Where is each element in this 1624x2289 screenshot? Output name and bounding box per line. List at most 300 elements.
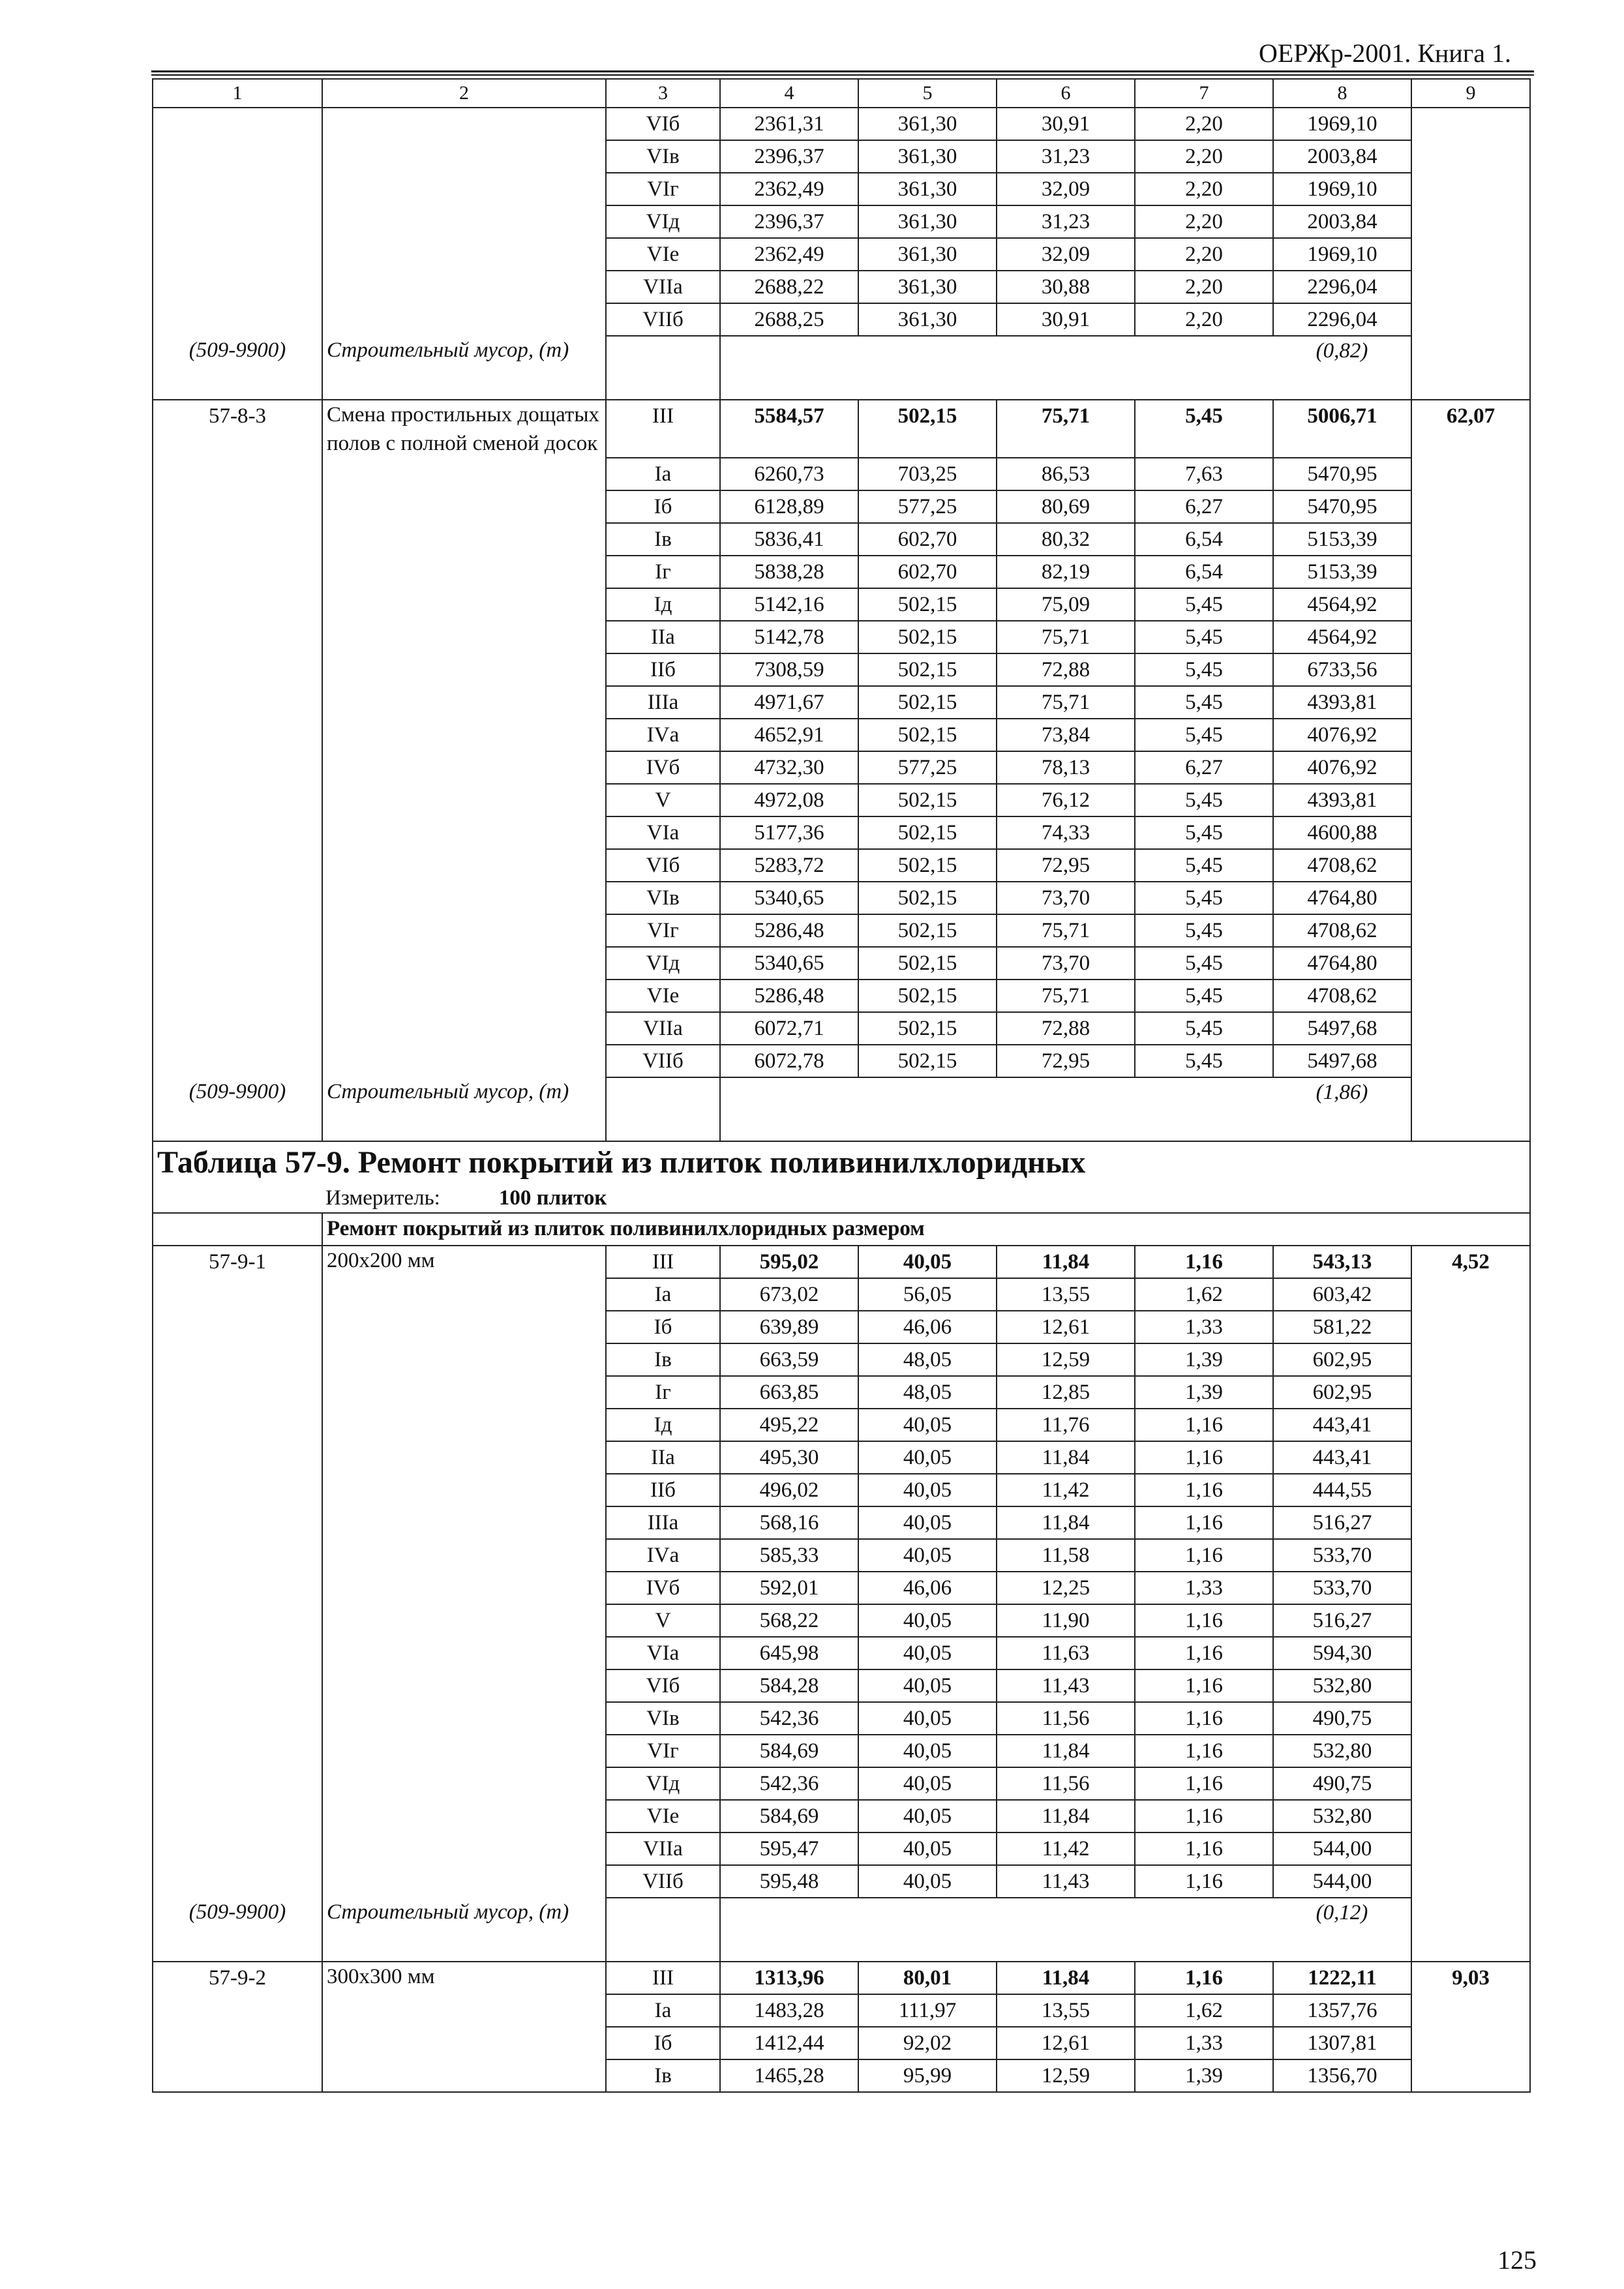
col9-cell — [1411, 108, 1530, 140]
col9-cell — [1411, 1506, 1530, 1539]
header-rule — [151, 70, 1534, 72]
value-cell: 11,84 — [997, 1506, 1135, 1539]
value-cell: 4708,62 — [1273, 980, 1411, 1012]
value-cell: 2,20 — [1135, 205, 1273, 238]
waste-label: Строительный мусор, (т) — [322, 336, 606, 400]
value-cell: 5,45 — [1135, 719, 1273, 751]
value-cell: 75,09 — [997, 588, 1135, 621]
value-cell: 1483,28 — [720, 1994, 858, 2027]
code-cell — [153, 1637, 322, 1669]
value-cell: 595,47 — [720, 1833, 858, 1865]
value-cell: 12,85 — [997, 1376, 1135, 1409]
waste-code: (509-9900) — [153, 1077, 322, 1141]
work-name-cell — [322, 686, 606, 719]
zone-cell: VIб — [606, 849, 720, 882]
col9-cell — [1411, 1474, 1530, 1506]
value-cell: 6,54 — [1135, 556, 1273, 588]
zone-cell: IIIа — [606, 686, 720, 719]
value-cell: 1,16 — [1135, 1409, 1273, 1441]
value-cell: 4600,88 — [1273, 816, 1411, 849]
value-cell: 5286,48 — [720, 914, 858, 947]
code-cell — [153, 882, 322, 914]
zone-cell: III — [606, 1962, 720, 1994]
col9-cell — [1411, 1343, 1530, 1376]
table-row — [153, 1800, 1530, 1833]
column-number-2: 2 — [322, 79, 606, 108]
zone-cell: IVа — [606, 1539, 720, 1572]
value-cell: 40,05 — [858, 1637, 997, 1669]
work-name-cell — [322, 947, 606, 980]
blank-cell — [858, 1898, 997, 1962]
value-cell: 5470,95 — [1273, 458, 1411, 490]
zone-cell: VIв — [606, 140, 720, 173]
table-row — [153, 1278, 1530, 1311]
value-cell: 602,95 — [1273, 1343, 1411, 1376]
table-row — [153, 1572, 1530, 1604]
value-cell: 11,84 — [997, 1962, 1135, 1994]
col9-cell — [1411, 588, 1530, 621]
col9-cell — [1411, 173, 1530, 205]
value-cell: 5836,41 — [720, 523, 858, 556]
value-cell: 502,15 — [858, 784, 997, 816]
table-row — [153, 1962, 1530, 1994]
value-cell: 4393,81 — [1273, 686, 1411, 719]
value-cell: 502,15 — [858, 621, 997, 653]
value-cell: 4076,92 — [1273, 751, 1411, 784]
value-cell: 577,25 — [858, 490, 997, 523]
value-cell: 5,45 — [1135, 588, 1273, 621]
value-cell: 1,33 — [1135, 1311, 1273, 1343]
col9-cell — [1411, 719, 1530, 751]
zone-cell: VIе — [606, 238, 720, 271]
work-name-cell — [322, 1441, 606, 1474]
zone-cell: VIIб — [606, 303, 720, 336]
zone-cell: Iа — [606, 1278, 720, 1311]
col9-cell — [1411, 490, 1530, 523]
value-cell: 5142,78 — [720, 621, 858, 653]
value-cell: 46,06 — [858, 1311, 997, 1343]
work-name-cell — [322, 1735, 606, 1767]
value-cell: 1313,96 — [720, 1962, 858, 1994]
value-cell: 4764,80 — [1273, 882, 1411, 914]
value-cell: 1,16 — [1135, 1735, 1273, 1767]
value-cell: 5283,72 — [720, 849, 858, 882]
value-cell: 5,45 — [1135, 980, 1273, 1012]
value-cell: 490,75 — [1273, 1767, 1411, 1800]
value-cell: 40,05 — [858, 1539, 997, 1572]
zone-cell: VIа — [606, 816, 720, 849]
code-cell — [153, 1311, 322, 1343]
value-cell: 1222,11 — [1273, 1962, 1411, 1994]
value-cell: 1,16 — [1135, 1767, 1273, 1800]
value-cell: 1,39 — [1135, 2059, 1273, 2092]
value-cell: 80,69 — [997, 490, 1135, 523]
zone-cell: Iв — [606, 2059, 720, 2092]
code-cell — [153, 621, 322, 653]
value-cell: 40,05 — [858, 1506, 997, 1539]
value-cell: 2,20 — [1135, 173, 1273, 205]
code-cell: 57-9-2 — [153, 1962, 322, 1994]
value-cell: 502,15 — [858, 849, 997, 882]
value-cell: 544,00 — [1273, 1865, 1411, 1898]
col9-cell — [1411, 1441, 1530, 1474]
table-row — [153, 686, 1530, 719]
value-cell: 1,16 — [1135, 1506, 1273, 1539]
value-cell: 5,45 — [1135, 882, 1273, 914]
work-name-cell — [322, 1865, 606, 1898]
code-cell — [153, 686, 322, 719]
value-cell: 72,95 — [997, 849, 1135, 882]
value-cell: 12,25 — [997, 1572, 1135, 1604]
table-row — [153, 947, 1530, 980]
value-cell: 72,88 — [997, 653, 1135, 686]
value-cell: 495,22 — [720, 1409, 858, 1441]
value-cell: 592,01 — [720, 1572, 858, 1604]
value-cell: 361,30 — [858, 173, 997, 205]
code-cell — [153, 1376, 322, 1409]
value-cell: 502,15 — [858, 653, 997, 686]
value-cell: 12,59 — [997, 2059, 1135, 2092]
value-cell: 2,20 — [1135, 271, 1273, 303]
value-cell: 80,01 — [858, 1962, 997, 1994]
table-row — [153, 2059, 1530, 2092]
table-row — [153, 1376, 1530, 1409]
value-cell: 11,56 — [997, 1767, 1135, 1800]
value-cell: 1,16 — [1135, 1246, 1273, 1278]
col9-cell — [1411, 849, 1530, 882]
table-row — [153, 523, 1530, 556]
work-name-cell — [322, 458, 606, 490]
table-row — [153, 1474, 1530, 1506]
value-cell: 2003,84 — [1273, 205, 1411, 238]
value-cell: 40,05 — [858, 1735, 997, 1767]
zone-cell: III — [606, 1246, 720, 1278]
work-name-cell — [322, 1604, 606, 1637]
value-cell: 13,55 — [997, 1994, 1135, 2027]
col9-cell — [1411, 1539, 1530, 1572]
waste-value: (1,86) — [1273, 1077, 1411, 1141]
work-name-cell — [322, 2027, 606, 2059]
value-cell: 2,20 — [1135, 108, 1273, 140]
value-cell: 31,23 — [997, 205, 1135, 238]
col9-cell — [1411, 947, 1530, 980]
col9-cell — [1411, 1409, 1530, 1441]
value-cell: 73,70 — [997, 882, 1135, 914]
value-cell: 76,12 — [997, 784, 1135, 816]
table-row — [153, 1767, 1530, 1800]
work-name-cell — [322, 238, 606, 271]
blank-cell — [1135, 1898, 1273, 1962]
value-cell: 1356,70 — [1273, 2059, 1411, 2092]
value-cell: 5497,68 — [1273, 1012, 1411, 1045]
value-cell: 568,16 — [720, 1506, 858, 1539]
table-row — [153, 140, 1530, 173]
value-cell: 32,09 — [997, 238, 1135, 271]
blank-cell — [606, 1898, 720, 1962]
code-cell — [153, 1669, 322, 1702]
code-cell — [153, 784, 322, 816]
col9-cell — [1411, 653, 1530, 686]
value-cell: 1,62 — [1135, 1278, 1273, 1311]
value-cell: 361,30 — [858, 108, 997, 140]
table-row — [153, 621, 1530, 653]
value-cell: 11,63 — [997, 1637, 1135, 1669]
code-cell — [153, 1702, 322, 1735]
zone-cell: VIг — [606, 1735, 720, 1767]
value-cell: 11,43 — [997, 1669, 1135, 1702]
code-cell — [153, 1343, 322, 1376]
zone-cell: VIIа — [606, 1012, 720, 1045]
value-cell: 6072,78 — [720, 1045, 858, 1077]
value-cell: 75,71 — [997, 400, 1135, 458]
code-cell — [153, 653, 322, 686]
value-cell: 2362,49 — [720, 173, 858, 205]
value-cell: 11,42 — [997, 1474, 1135, 1506]
value-cell: 78,13 — [997, 751, 1135, 784]
value-cell: 1412,44 — [720, 2027, 858, 2059]
value-cell: 30,91 — [997, 303, 1135, 336]
zone-cell: Iа — [606, 1994, 720, 2027]
work-name-cell — [322, 1474, 606, 1506]
header-rule-thin — [151, 74, 1534, 76]
code-cell — [153, 1012, 322, 1045]
value-cell: 4564,92 — [1273, 588, 1411, 621]
work-name-cell — [322, 1045, 606, 1077]
code-cell — [153, 490, 322, 523]
subtitle-row — [153, 1213, 1530, 1246]
work-name-cell — [322, 882, 606, 914]
table-row — [153, 816, 1530, 849]
work-name-cell — [322, 1278, 606, 1311]
table-row — [153, 914, 1530, 947]
value-cell: 40,05 — [858, 1767, 997, 1800]
col9-cell — [1411, 1994, 1530, 2027]
value-cell: 12,59 — [997, 1343, 1135, 1376]
code-cell — [153, 1441, 322, 1474]
code-cell — [153, 1865, 322, 1898]
work-name-cell — [322, 1311, 606, 1343]
value-cell: 11,42 — [997, 1833, 1135, 1865]
value-cell: 5838,28 — [720, 556, 858, 588]
work-name-cell — [322, 173, 606, 205]
measure-value: 100 плиток — [498, 1186, 607, 1210]
code-cell: 57-9-1 — [153, 1246, 322, 1278]
value-cell: 577,25 — [858, 751, 997, 784]
table-row — [153, 1343, 1530, 1376]
value-cell: 502,15 — [858, 816, 997, 849]
waste-code: (509-9900) — [153, 1898, 322, 1962]
zone-cell: VIIа — [606, 1833, 720, 1865]
code-cell — [153, 1506, 322, 1539]
value-cell: 11,58 — [997, 1539, 1135, 1572]
zone-cell: IVб — [606, 751, 720, 784]
value-cell: 92,02 — [858, 2027, 997, 2059]
table-row — [153, 751, 1530, 784]
table-row — [153, 588, 1530, 621]
code-cell — [153, 1572, 322, 1604]
value-cell: 7,63 — [1135, 458, 1273, 490]
code-cell — [153, 914, 322, 947]
value-cell: 502,15 — [858, 686, 997, 719]
value-cell: 1,16 — [1135, 1604, 1273, 1637]
value-cell: 673,02 — [720, 1278, 858, 1311]
work-name-cell — [322, 108, 606, 140]
value-cell: 581,22 — [1273, 1311, 1411, 1343]
blank-cell — [858, 336, 997, 400]
work-name-cell — [322, 1702, 606, 1735]
zone-cell: VIIб — [606, 1045, 720, 1077]
col9-cell — [1411, 523, 1530, 556]
col9-cell — [1411, 271, 1530, 303]
zone-cell: Iб — [606, 1311, 720, 1343]
work-name-cell — [322, 1572, 606, 1604]
value-cell: 595,48 — [720, 1865, 858, 1898]
value-cell: 4076,92 — [1273, 719, 1411, 751]
blank-cell — [997, 1077, 1135, 1141]
value-cell: 11,84 — [997, 1800, 1135, 1833]
code-cell — [153, 2027, 322, 2059]
table-row — [153, 1702, 1530, 1735]
waste-row — [153, 336, 1530, 400]
code-cell: 57-8-3 — [153, 400, 322, 458]
col9-cell — [1411, 205, 1530, 238]
col9-cell — [1411, 140, 1530, 173]
col9-cell — [1411, 238, 1530, 271]
col9-cell — [1411, 1012, 1530, 1045]
col9-cell — [1411, 1735, 1530, 1767]
value-cell: 516,27 — [1273, 1506, 1411, 1539]
value-cell: 502,15 — [858, 1012, 997, 1045]
table-row — [153, 173, 1530, 205]
value-cell: 645,98 — [720, 1637, 858, 1669]
value-cell: 5497,68 — [1273, 1045, 1411, 1077]
value-cell: 532,80 — [1273, 1735, 1411, 1767]
work-name-cell — [322, 751, 606, 784]
blank-cell — [606, 1077, 720, 1141]
waste-label: Строительный мусор, (т) — [322, 1898, 606, 1962]
measure-row — [153, 1184, 1530, 1213]
col9-cell — [1411, 1865, 1530, 1898]
value-cell: 6,27 — [1135, 490, 1273, 523]
value-cell: 73,84 — [997, 719, 1135, 751]
value-cell: 11,56 — [997, 1702, 1135, 1735]
work-name-cell — [322, 914, 606, 947]
code-cell — [153, 816, 322, 849]
col9-cell — [1411, 1833, 1530, 1865]
page-number: 125 — [1497, 2245, 1537, 2275]
value-cell: 361,30 — [858, 205, 997, 238]
value-cell: 5,45 — [1135, 1012, 1273, 1045]
zone-cell: Iд — [606, 588, 720, 621]
zone-cell: Iг — [606, 556, 720, 588]
work-name-cell — [322, 1833, 606, 1865]
work-name-cell — [322, 2059, 606, 2092]
zone-cell: VIг — [606, 914, 720, 947]
value-cell: 2396,37 — [720, 140, 858, 173]
zone-cell: IIб — [606, 653, 720, 686]
value-cell: 5,45 — [1135, 849, 1273, 882]
code-cell — [153, 2059, 322, 2092]
value-cell: 5177,36 — [720, 816, 858, 849]
value-cell: 40,05 — [858, 1409, 997, 1441]
value-cell: 1,33 — [1135, 1572, 1273, 1604]
value-cell: 48,05 — [858, 1343, 997, 1376]
value-cell: 4971,67 — [720, 686, 858, 719]
blank-cell — [1411, 1077, 1530, 1141]
value-cell: 1465,28 — [720, 2059, 858, 2092]
value-cell: 584,28 — [720, 1669, 858, 1702]
column-number-6: 6 — [997, 79, 1135, 108]
value-cell: 12,61 — [997, 1311, 1135, 1343]
value-cell: 502,15 — [858, 588, 997, 621]
value-cell: 2296,04 — [1273, 271, 1411, 303]
value-cell: 1969,10 — [1273, 238, 1411, 271]
table-row — [153, 849, 1530, 882]
value-cell: 4972,08 — [720, 784, 858, 816]
value-cell: 40,05 — [858, 1669, 997, 1702]
table-row — [153, 980, 1530, 1012]
code-cell — [153, 588, 322, 621]
code-cell — [153, 1539, 322, 1572]
blank-cell — [997, 1898, 1135, 1962]
value-cell: 2396,37 — [720, 205, 858, 238]
zone-cell: V — [606, 784, 720, 816]
value-cell: 86,53 — [997, 458, 1135, 490]
table-row — [153, 1669, 1530, 1702]
value-cell: 2,20 — [1135, 140, 1273, 173]
table-row — [153, 719, 1530, 751]
col9-cell — [1411, 1637, 1530, 1669]
table-row — [153, 1441, 1530, 1474]
value-cell: 1307,81 — [1273, 2027, 1411, 2059]
value-cell: 4393,81 — [1273, 784, 1411, 816]
work-name-cell — [322, 1409, 606, 1441]
value-cell: 1,16 — [1135, 1637, 1273, 1669]
waste-label: Строительный мусор, (т) — [322, 1077, 606, 1141]
value-cell: 11,84 — [997, 1735, 1135, 1767]
value-cell: 502,15 — [858, 719, 997, 751]
table-row — [153, 1637, 1530, 1669]
table-row — [153, 1604, 1530, 1637]
work-name-cell — [322, 1637, 606, 1669]
value-cell: 6733,56 — [1273, 653, 1411, 686]
value-cell: 2003,84 — [1273, 140, 1411, 173]
col9-cell — [1411, 1572, 1530, 1604]
code-cell — [153, 523, 322, 556]
zone-cell: Iв — [606, 523, 720, 556]
value-cell: 663,59 — [720, 1343, 858, 1376]
work-name-cell — [322, 140, 606, 173]
value-cell: 4564,92 — [1273, 621, 1411, 653]
column-number-9: 9 — [1411, 79, 1530, 108]
value-cell: 5470,95 — [1273, 490, 1411, 523]
value-cell: 2362,49 — [720, 238, 858, 271]
value-cell: 1,39 — [1135, 1343, 1273, 1376]
value-cell: 602,70 — [858, 556, 997, 588]
zone-cell: Iв — [606, 1343, 720, 1376]
value-cell: 602,70 — [858, 523, 997, 556]
col9-cell — [1411, 1278, 1530, 1311]
column-number-8: 8 — [1273, 79, 1411, 108]
table-row — [153, 882, 1530, 914]
value-cell: 502,15 — [858, 882, 997, 914]
waste-code: (509-9900) — [153, 336, 322, 400]
value-cell: 32,09 — [997, 173, 1135, 205]
value-cell: 5,45 — [1135, 914, 1273, 947]
value-cell: 5,45 — [1135, 947, 1273, 980]
code-cell — [153, 1278, 322, 1311]
work-name-cell: Смена простильных дощатых полов с полной сменой досок — [322, 400, 606, 458]
